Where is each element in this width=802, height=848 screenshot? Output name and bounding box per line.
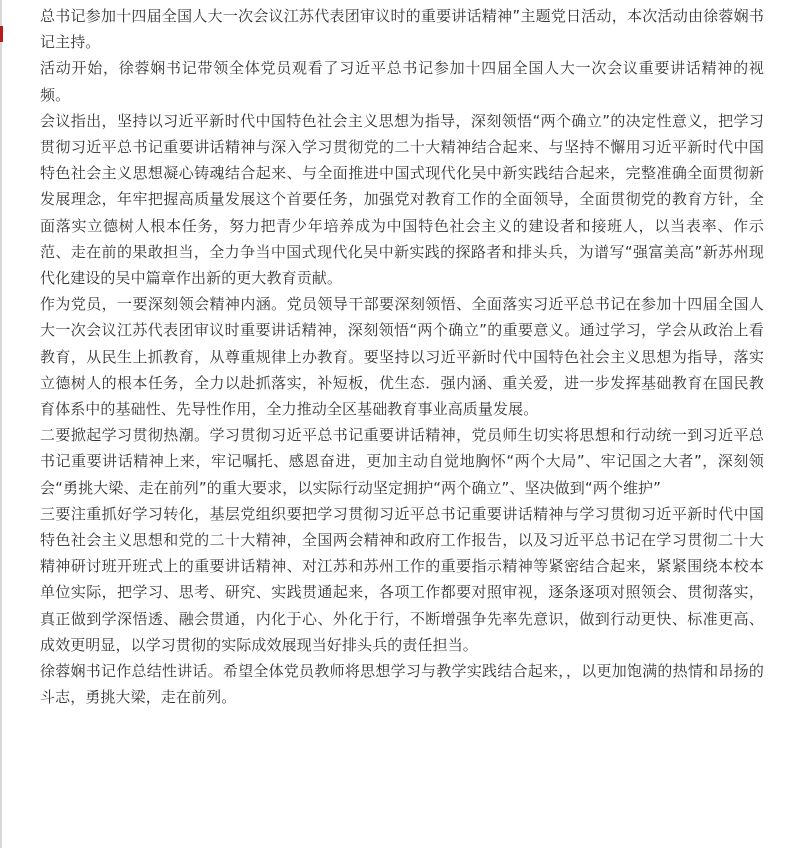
paragraph-meeting-points: 会议指出，坚持以习近平新时代中国特色社会主义思想为指导，深刻领悟“两个确立”的决定性意义，把学习贯彻习近平总书记重要讲话精神与深入学习贯彻党的二十大精神结合起来、与坚持不懈用习近平新时代中国特色社会主义思想凝心铸魂结合起来、与全面推进中国式现代化吴中新实践结合起来，完整准确全面贯彻新发展理念，年牢把握高质量发展这个首要任务，加强党对教育工作的全面领导，全面贯彻党的教育方针，全面落实立德树人根本任务，努力把青少年培养成为中国特色社会主义的建设者和接班人，以当表率、作示范、走在前的果敢担当，全力争当中国式现代化吴中新实践的探路者和排头兵，为谱写“强富美高”新苏州现代化建设的吴中篇章作出新的更大教育贡献。: [40, 111, 764, 288]
paragraph-video: 活动开始，徐蓉娴书记带领全体党员观看了习近平总书记参加十四届全国人大一次会议重要讲话精神的视频。: [40, 59, 764, 104]
paragraph-point-one: 作为党员，一要深刻领会精神内涵。党员领导干部要深刻领悟、全面落实习近平总书记在参加十四届全国人大一次会议江苏代表团审议时重要讲话精神，深刻领悟“两个确立”的重要意义。通过学习，学会从政治上看教育，从民生上抓教育，从尊重规律上办教育。要坚持以习近平新时代中国特色社会主义思想为指导，落实立德树人的根本任务，全力以赴抓落实，补短板，优生态．强内涵、重关爱，进一步发挥基础教育在国民教育体系中的基础性、先导性作用，全力推动全区基础教育事业高质量发展。: [40, 295, 764, 419]
paragraph-intro: 总书记参加十四届全国人大一次会议江苏代表团审议时的重要讲话精神”主题党日活动，本次活动由徐蓉娴书记主持。: [40, 7, 764, 52]
left-accent-mark: [0, 26, 3, 42]
paragraph-summary: 徐蓉娴书记作总结性讲话。希望全体党员教师将思想学习与教学实践结合起来，，以更加饱满的热情和昂扬的斗志，勇挑大梁，走在前列。: [40, 662, 764, 707]
paragraph-point-three: 三要注重抓好学习转化，基层党组织要把学习贯彻习近平总书记重要讲话精神与学习贯彻习近平新时代中国特色社会主义思想和党的二十大精神，全国两会精神和政府工作报告，以及习近平总书记在学习贯彻二十大精神研讨班开班式上的重要讲话精神、对江苏和苏州工作的重要指示精神等紧密结合起来，紧紧围绕本校本单位实际，把学习、思考、研究、实践贯通起来，各项工作都要对照审视，逐条逐项对照领会、贯彻落实，真正做到学深悟透、融会贯通，内化于心、外化于行，不断增强争先率先意识，做到行动更快、标准更高、成效更明显，以学习贯彻的实际成效展现当好排头兵的责任担当。: [40, 504, 764, 654]
article-body: [40, 3, 764, 710]
left-border-rule: [0, 0, 2, 848]
paragraph-point-two: 二要掀起学习贯彻热潮。学习贯彻习近平总书记重要讲话精神，党员师生切实将思想和行动统一到习近平总书记重要讲话精神上来，牢记嘱托、感恩奋进，更加主动自觉地胸怀“两个大局”、牢记国之大者”，深刻领会“勇挑大梁、走在前列”的重大要求，以实际行动坚定拥护“两个确立”、坚决做到“两个维护”: [40, 426, 764, 497]
